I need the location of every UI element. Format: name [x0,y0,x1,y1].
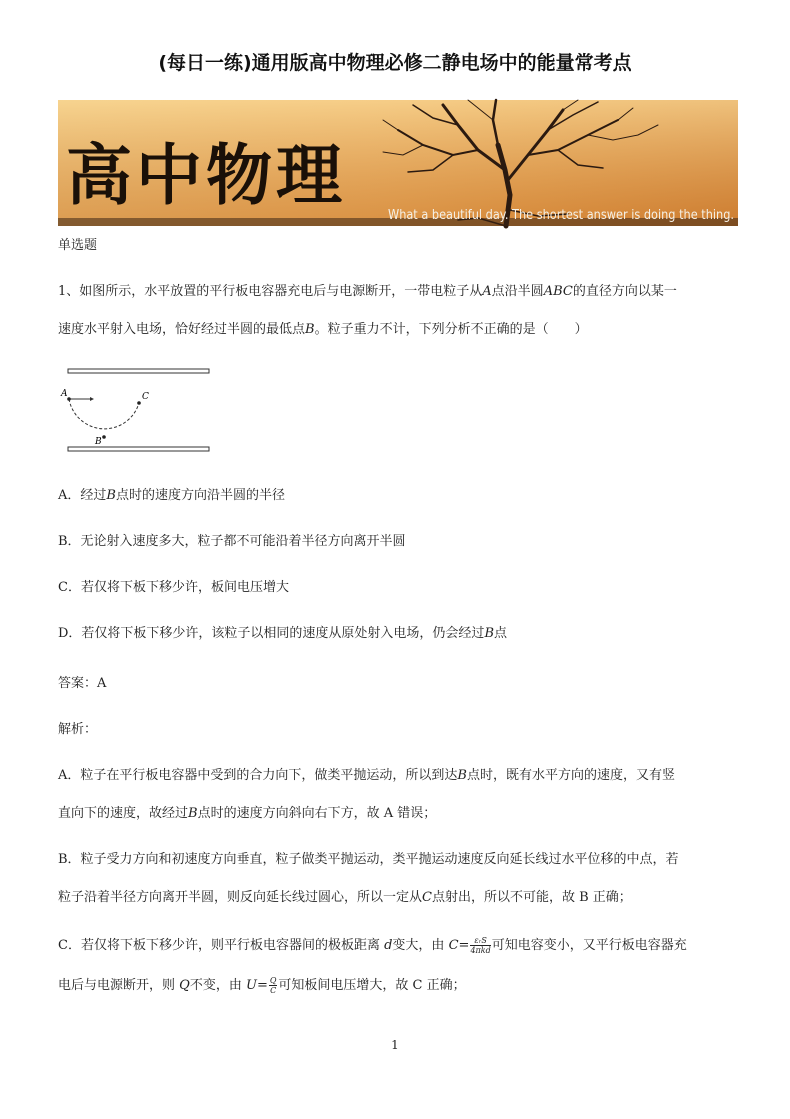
label-a: A [61,389,68,399]
question-text: 速度水平射入电场，恰好经过半圆的最低点 [58,322,306,337]
point-c: C [422,890,432,905]
section-label: 单选题 [58,238,98,253]
option-a [58,486,285,506]
question-text: 1、如图所示，水平放置的平行板电容器充电后与电源断开，一带电粒子从 [58,284,483,299]
variable-c: C [448,938,459,953]
variable-u: U [245,978,257,993]
point-b: B [484,626,494,641]
fraction-denominator: 4πkd [470,946,491,955]
banner-graphic [58,100,738,226]
fraction-denominator: C [270,986,277,995]
option-c: C．若仅将下板下移少许，板间电压增大 [58,580,289,595]
variable-q: Q [179,978,190,993]
point-b: B [457,768,467,783]
point-b: B [106,488,116,503]
banner-tagline: What a beautiful day. The shortest answer is doing the thing. [388,208,734,223]
question-line-2 [58,320,588,340]
point-b: B [188,806,198,821]
point-c-dot [137,401,141,405]
analysis-b-line-2 [58,888,632,908]
analysis-text: C．若仅将下板下移少许，则平行板电容器间的极板距离 [58,938,380,953]
variable-d: d [384,938,393,953]
equals-sign: = [256,978,268,993]
question-line-1 [58,282,677,302]
fraction-numerator: εᵣS [470,936,490,946]
option-b: B．无论射入速度多大，粒子都不可能沿着半径方向离开半圆 [58,534,406,549]
point-a-dot [67,397,71,401]
analysis-text: 直向下的速度，故经过 [58,806,189,821]
capacitor-figure [58,362,218,457]
banner-heading: 高中物理 [66,136,346,214]
analysis-text: 点时的速度方向斜向右下方，故 A 错误； [197,806,437,821]
semicircle-path [69,399,139,429]
question-text: 的直径方向以某一 [572,284,677,299]
analysis-a-line-2 [58,804,436,824]
page-number: 1 [391,1038,399,1052]
option-text: A．经过 [58,488,107,503]
analysis-label: 解析： [58,722,98,737]
analysis-text: A．粒子在平行板电容器中受到的合力向下，做类平抛运动，所以到达 [58,768,458,783]
document-title: (每日一练)通用版高中物理必修二静电场中的能量常考点 [158,52,632,74]
point-a: A [482,284,492,299]
analysis-text: 点射出，所以不可能，故 B 正确； [431,890,632,905]
analysis-text: 不变，由 [189,978,242,993]
point-b: B [305,322,315,337]
analysis-a-line-1 [58,766,675,786]
semicircle-abc: ABC [543,284,573,299]
option-text: D．若仅将下板下移少许，该粒子以相同的速度从原处射入电场，仍会经过 [58,626,485,641]
point-b-dot [102,435,106,439]
capacitance-fraction [470,936,490,955]
analysis-text: 电后与电源断开，则 [58,978,176,993]
option-text: 点 [494,626,508,641]
fraction-numerator: Q [269,976,277,985]
label-b: B [95,437,102,447]
voltage-fraction [269,976,278,995]
lower-plate [68,447,209,451]
banner-image [58,100,738,226]
analysis-c-line-2 [58,976,466,996]
upper-plate [68,369,209,373]
analysis-c-line-1 [58,936,687,956]
analysis-text: 点时，既有水平方向的速度，又有竖 [466,768,675,783]
arrow-head-icon [90,397,94,401]
analysis-text: 可知电容变小，又平行板电容器充 [491,938,687,953]
analysis-text: 粒子沿着半径方向离开半圆，则反向延长线过圆心，所以一定从 [58,890,423,905]
analysis-text: 可知板间电压增大，故 C 正确； [278,978,466,993]
label-c: C [142,392,149,402]
equals-sign: = [458,938,470,953]
answer: 答案：A [58,676,107,691]
analysis-text: 变大，由 [392,938,445,953]
option-text: 点时的速度方向沿半圆的半径 [115,488,285,503]
analysis-b-line-1: B．粒子受力方向和初速度方向垂直，粒子做类平抛运动，类平抛运动速度反向延长线过水平位移的中点，若 [58,852,679,867]
question-text: 点沿半圆 [491,284,544,299]
option-d [58,624,507,644]
question-text: 。粒子重力不计，下列分析不正确的是（ ） [314,322,588,337]
